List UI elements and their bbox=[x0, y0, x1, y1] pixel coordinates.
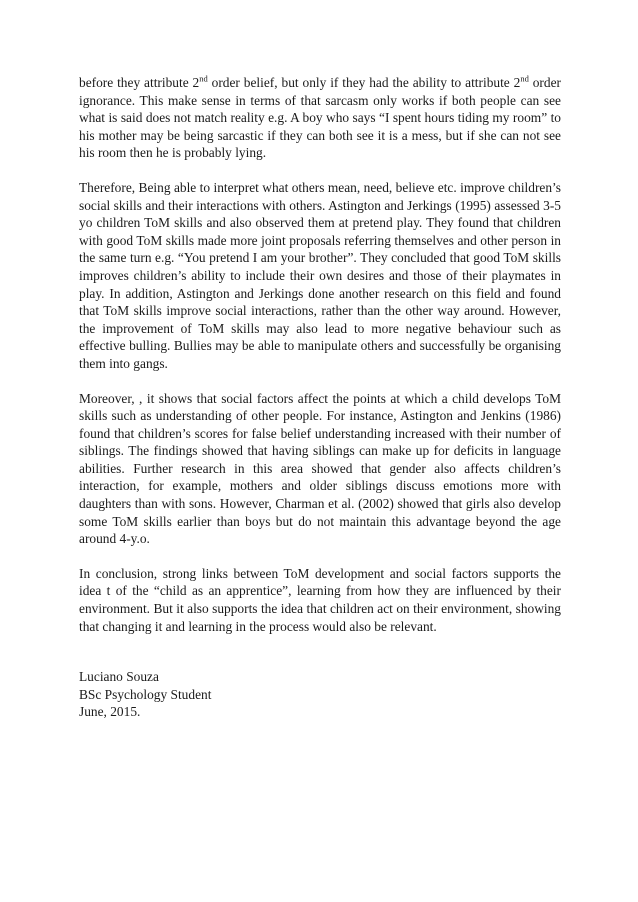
superscript-nd-2: nd bbox=[520, 73, 529, 84]
paragraph-2: Therefore, Being able to interpret what others mean, need, believe etc. improve children’s social skills and their interactions with others. Astington and Jerkings (1995) assessed 3-5 yo children ToM skills and also observed them at pretend play. They found that children with good ToM skills made more joint proposals referring themselves and other person in the same turn e.g. “You pretend I am your brother”. They concluded that good ToM skills improves children’s ability to include their own desires and those of their playmates in play. In addition, Astington and Jerkings done another research on this field and found that ToM skills improve social interactions, rather than the other way around. However, the improvement of ToM skills may also lead to more negative behaviour such as effective bulling. Bullies may be able to manipulate others and successfully be organising them into gangs. bbox=[79, 179, 561, 371]
paragraph-4: In conclusion, strong links between ToM development and social factors supports the idea t of the “child as an apprentice”, learning from how they are influenced by their environment. But it also supports the idea that children act on their environment, showing that changing it and learning in the process would also be relevant. bbox=[79, 565, 561, 634]
signature-block bbox=[79, 668, 561, 721]
paragraph-1-text-a: before they attribute 2 bbox=[79, 75, 200, 90]
paragraph-3: Moreover, , it shows that social factors affect the points at which a child develops ToM skills such as understanding of other people. For instance, Astington and Jenkins (1986) found that children’s scores for false belief understanding increased with their number of siblings. The findings showed that having siblings can make up for deficits in language abilities. Further research in this area showed that gender also affects children’s interaction, for example, mothers and older siblings discuss emotions more with daughters than with sons. However, Charman et al. (2002) showed that girls also develop some ToM skills earlier than boys but do not maintain this advantage beyond the age around 4-y.o. bbox=[79, 390, 561, 547]
paragraph-1-text-c: order ignorance. This make sense in terms of that sarcasm only works if both people can see what is said does not match reality e.g. A boy who says “I spent hours tiding my room” to his mother may be being sarcastic if they can both see it is a mess, but if she can not see his room then he is probably lying. bbox=[79, 75, 561, 161]
document-date: June, 2015. bbox=[79, 704, 141, 720]
document-body bbox=[79, 74, 561, 721]
author-name: Luciano Souza bbox=[79, 669, 159, 685]
author-title: BSc Psychology Student bbox=[79, 686, 212, 702]
superscript-nd-1: nd bbox=[199, 73, 208, 84]
paragraph-1 bbox=[79, 74, 561, 162]
paragraph-1-text-b: order belief, but only if they had the ability to attribute 2 bbox=[207, 75, 521, 90]
